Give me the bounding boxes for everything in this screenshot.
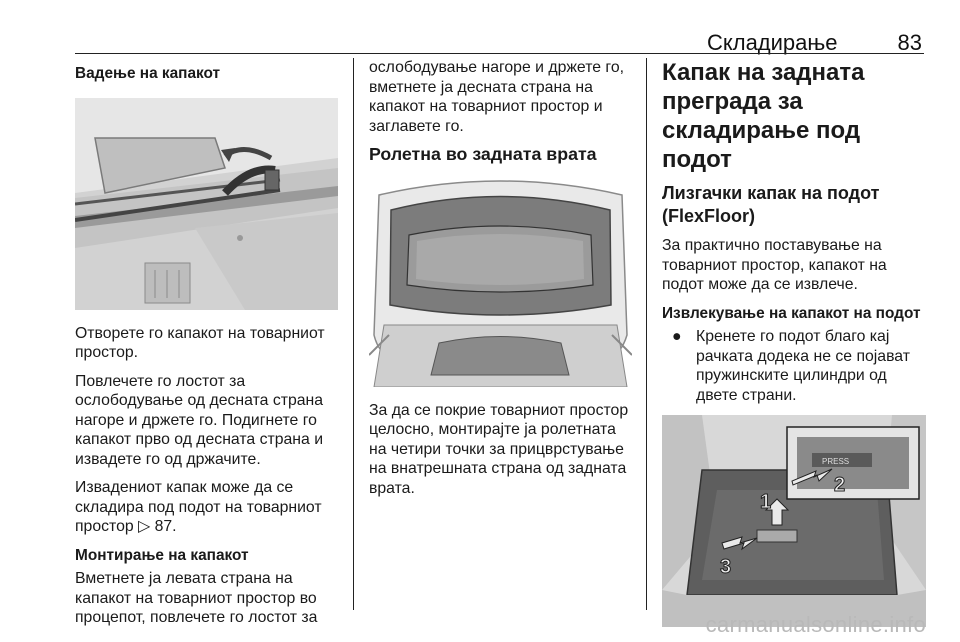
svg-text:2: 2: [834, 474, 846, 496]
paragraph: Вметнете ја левата страна на капакот на товарниот простор во процепот, повлечете го лостот за: [75, 570, 318, 626]
column-3: [662, 58, 930, 627]
paragraph: ослободување нагоре и држете го, вметнете ја десната страна на капакот на товарниот простор и заглавете го.: [369, 59, 625, 135]
paragraph: Извадениот капак може да се складира под подот на товарниот простор ▷ 87.: [75, 479, 322, 535]
page-ref[interactable]: 87.: [154, 518, 177, 535]
paragraph: За да се покрие товарниот простор целосно, монтирајте ја ролетната на четири точки за прицврстување на внатрешната страна од задната врата.: [369, 401, 629, 497]
list-item: [662, 327, 930, 405]
paragraph: Повлечете го лостот за ослободување од десната страна нагоре и држете го. Подигнете го капакот прво од десната страна и извадете го од држачите.: [75, 372, 324, 468]
section-heading-installation: Монтирање на капакот: [75, 546, 249, 564]
watermark: carmanualsonline.info: [705, 612, 926, 637]
figure-cover-removal: [75, 98, 338, 310]
page-number: 83: [897, 30, 922, 55]
figure-tailgate-blind: [369, 175, 632, 387]
svg-text:1: 1: [760, 491, 772, 513]
header-rule: [75, 53, 924, 54]
column-divider-1: [353, 58, 354, 610]
svg-text:PRESS: PRESS: [822, 457, 850, 466]
section-subtitle: Лизгачки капак на подот (FlexFloor): [662, 183, 880, 226]
list-item-text: Кренете го подот благо кај рачката додека не се појават пружинските цилиндри од двете страни.: [696, 328, 910, 404]
chapter-title: Складирање: [706, 30, 838, 55]
column-1: [75, 58, 343, 637]
section-title: Капак на задната преграда за складирање под подот: [662, 59, 865, 173]
bullet-icon: ●: [672, 328, 682, 345]
column-2: [369, 58, 634, 507]
section-heading-roller-blind: Ролетна во задната врата: [369, 144, 597, 164]
paragraph: Отворете го капакот на товарниот простор.: [75, 324, 325, 361]
column-divider-2: [646, 58, 647, 610]
page-ref-icon: ▷: [138, 518, 151, 535]
procedure-heading: Извлекување на капакот на подот: [662, 304, 921, 322]
paragraph: За практично поставување на товарниот простор, капакот на подот може да се извлече.: [662, 237, 887, 293]
section-heading-removal: Вадење на капакот: [75, 65, 221, 82]
figure-flexfloor: [662, 415, 926, 627]
svg-text:3: 3: [720, 556, 732, 578]
